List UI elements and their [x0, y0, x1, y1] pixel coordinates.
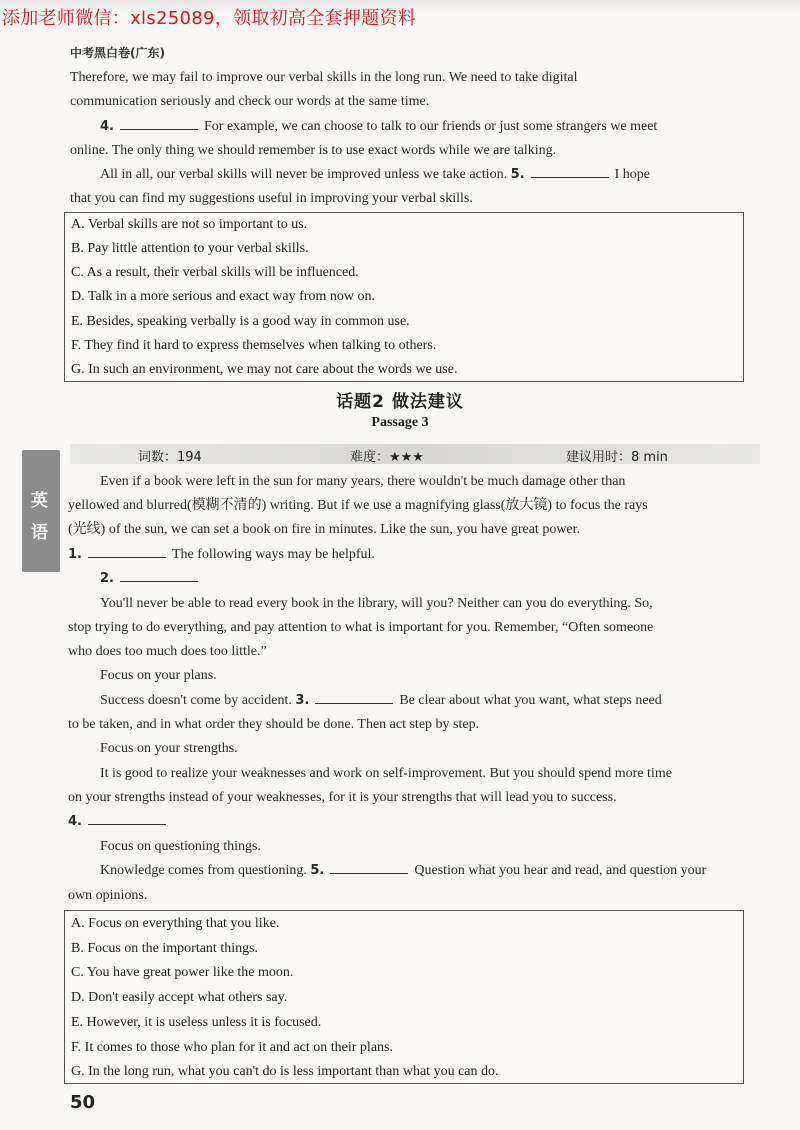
question-line — [100, 163, 650, 187]
question-line — [100, 115, 657, 139]
question-line — [100, 689, 662, 713]
option-item: B. Focus on the important things. — [71, 941, 259, 956]
option-item: A. Focus on everything that you like. — [71, 916, 280, 931]
paragraph-line: that you can find my suggestions useful in improving your verbal skills. — [70, 191, 473, 206]
option-item: G. In the long run, what you can't do is less important than what you can do. — [71, 1064, 499, 1079]
paragraph-text: Knowledge comes from questioning. — [100, 863, 307, 878]
question-line — [100, 567, 204, 591]
paragraph-line: to be taken, and in what order they should be done. Then act step by step. — [68, 717, 480, 732]
paragraph-line: (光线) of the sun, we can set a book on fire in minutes. Like the sun, you have great power. — [68, 522, 581, 537]
page-number: 50 — [70, 1092, 96, 1113]
options-box — [64, 212, 744, 382]
paragraph-line: Focus on your strengths. — [100, 741, 238, 756]
answer-blank[interactable] — [315, 689, 393, 704]
question-number: 2. — [100, 571, 114, 586]
paragraph-line: who does too much does too little.” — [68, 644, 267, 659]
difficulty: 难度：★★★ — [350, 450, 424, 465]
option-item: E. Besides, speaking verbally is a good way in common use. — [71, 314, 410, 329]
option-item: F. They find it hard to express themselves when talking to others. — [71, 338, 437, 353]
paragraph-line: Focus on your plans. — [100, 668, 217, 683]
question-line — [100, 859, 706, 883]
paragraph-line: stop trying to do everything, and pay attention to what is important for you. Remember, “Often someone — [68, 620, 654, 635]
subject-char: 英 — [31, 491, 48, 511]
suggested-time: 建议用时：8 min — [566, 450, 668, 465]
paragraph-line: yellowed and blurred(模糊不清的) writing. But if we use a magnifying glass(放大镜) to focus the rays — [68, 498, 648, 513]
option-item: F. It comes to those who plan for it and act on their plans. — [71, 1040, 393, 1055]
paragraph-text: The following ways may be helpful. — [171, 547, 375, 562]
paragraph-text: Question what you hear and read, and question your — [414, 863, 707, 878]
passage-title: Passage 3 — [371, 415, 429, 430]
question-number: 4. — [68, 814, 82, 829]
subject-char: 语 — [31, 523, 48, 543]
option-item: B. Pay little attention to your verbal skills. — [71, 241, 309, 256]
answer-blank[interactable] — [120, 115, 198, 130]
paragraph-line: communication seriously and check our words at the same time. — [70, 94, 430, 109]
paragraph-line: Therefore, we may fail to improve our verbal skills in the long run. We need to take digital — [70, 70, 578, 85]
paragraph-line: It is good to realize your weaknesses and work on self-improvement. But you should spend more time — [100, 766, 672, 781]
answer-blank[interactable] — [531, 163, 609, 178]
paragraph-line: You'll never be able to read every book in the library, will you? Neither can you do everything. So, — [100, 596, 653, 611]
subject-tab — [22, 450, 60, 572]
answer-blank[interactable] — [120, 567, 198, 582]
option-item: A. Verbal skills are not so important to us. — [71, 217, 308, 232]
topic-heading: 话题2 做法建议 — [336, 392, 464, 412]
question-number: 4. — [100, 119, 114, 134]
question-number: 1. — [68, 547, 82, 562]
option-item: E. However, it is useless unless it is focused. — [71, 1015, 322, 1030]
paragraph-line: own opinions. — [68, 888, 148, 903]
paragraph-line: on your strengths instead of your weaknesses, for it is your strengths that will lead you to success. — [68, 790, 617, 805]
book-title: 中考黑白卷(广东) — [70, 46, 165, 60]
paragraph-text: I hope — [614, 167, 650, 182]
options-box — [64, 910, 744, 1084]
option-item: D. Don't easily accept what others say. — [71, 990, 288, 1005]
paragraph-text: For example, we can choose to talk to our friends or just some strangers we meet — [203, 119, 658, 134]
option-item: D. Talk in a more serious and exact way from now on. — [71, 289, 375, 304]
question-line — [68, 810, 172, 834]
paragraph-text: Success doesn't come by accident. — [100, 693, 292, 708]
option-item: C. You have great power like the moon. — [71, 965, 294, 980]
watermark: 添加老师微信：xls25089，领取初高全套押题资料 — [2, 8, 417, 29]
question-number: 5. — [310, 863, 325, 878]
option-item: G. In such an environment, we may not care about the words we use. — [71, 362, 458, 377]
option-item: C. As a result, their verbal skills will be influenced. — [71, 265, 359, 280]
paragraph-line: Focus on questioning things. — [100, 839, 262, 854]
question-number: 5. — [510, 167, 525, 182]
paragraph-line: online. The only thing we should remember is to use exact words while we are talking. — [70, 143, 557, 158]
word-count: 词数：194 — [138, 450, 202, 465]
question-line — [68, 543, 375, 567]
paragraph-text: Be clear about what you want, what steps need — [399, 693, 662, 708]
paragraph-line: Even if a book were left in the sun for many years, there wouldn't be much damage other than — [100, 474, 626, 489]
paragraph-text: All in all, our verbal skills will never be improved unless we take action. — [100, 167, 508, 182]
answer-blank[interactable] — [330, 859, 408, 874]
answer-blank[interactable] — [88, 543, 166, 558]
answer-blank[interactable] — [88, 810, 166, 825]
question-number: 3. — [295, 693, 310, 708]
